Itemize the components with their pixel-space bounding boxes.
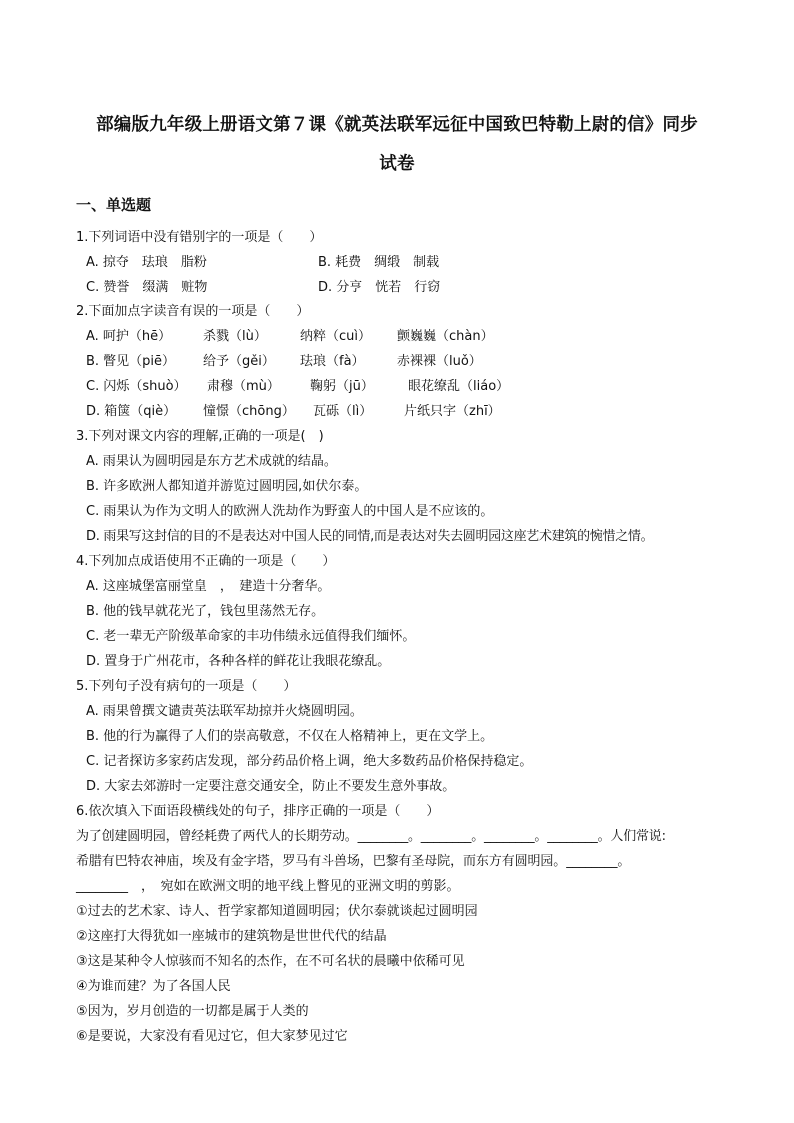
question-3-option-a: A. 雨果认为圆明园是东方艺术成就的结晶。 xyxy=(86,454,337,469)
question-4-stem: 4.下列加点成语使用不正确的一项是（ ） xyxy=(76,554,336,569)
question-3-option-c: C. 雨果认为作为文明人的欧洲人洗劫作为野蛮人的中国人是不应该的。 xyxy=(86,504,494,519)
question-2-d-2: 憧憬（chōng） xyxy=(203,404,295,419)
question-2-a-1: A. 呵护（hē） xyxy=(86,329,172,344)
question-4-option-a: A. 这座城堡富丽堂皇 ， 建造十分奢华。 xyxy=(86,579,331,594)
question-4-option-b: B. 他的钱早就花光了，钱包里荡然无存。 xyxy=(86,604,325,619)
question-1-option-c: C. 赞誉 缀满 赃物 xyxy=(86,280,208,295)
question-1-option-a: A. 掠夺 珐琅 脂粉 xyxy=(86,255,207,270)
question-3-option-b: B. 许多欧洲人都知道并游览过圆明园,如伏尔泰。 xyxy=(86,479,368,494)
question-6-item: ①过去的艺术家、诗人、哲学家都知道圆明园；伏尔泰就谈起过圆明园 xyxy=(76,904,478,919)
question-1-stem: 1.下列词语中没有错别字的一项是（ ） xyxy=(76,230,323,245)
question-2-a-2: 杀戮（lù） xyxy=(203,329,267,344)
question-5-option-c: C. 记者探访多家药店发现，部分药品价格上调，绝大多数药品价格保持稳定。 xyxy=(86,754,533,769)
question-5-stem: 5.下列句子没有病句的一项是（ ） xyxy=(76,679,297,694)
question-2-b-3: 珐琅（fà） xyxy=(300,354,365,369)
question-3-stem: 3.下列对课文内容的理解,正确的一项是( ) xyxy=(76,429,324,444)
question-6-item: ⑥是要说，大家没有看见过它，但大家梦见过它 xyxy=(76,1029,348,1044)
question-5-option-d: D. 大家去郊游时一定要注意交通安全，防止不要发生意外事故。 xyxy=(86,779,456,794)
question-6-passage-line-3: ________ ， 宛如在欧洲文明的地平线上瞥见的亚洲文明的剪影。 xyxy=(76,879,460,894)
question-5-option-b: B. 他的行为赢得了人们的崇高敬意，不仅在人格精神上，更在文学上。 xyxy=(86,729,494,744)
question-2-c-3: 鞠躬（jū） xyxy=(310,379,374,394)
question-2-a-3: 纳粹（cuì） xyxy=(300,329,371,344)
question-4-option-d: D. 置身于广州花市，各种各样的鲜花让我眼花缭乱。 xyxy=(86,654,391,669)
section-heading: 一、单选题 xyxy=(76,196,152,214)
question-1-option-d: D. 分亨 恍若 行窃 xyxy=(318,280,441,295)
question-1-option-b: B. 耗费 绸缎 制载 xyxy=(318,255,440,270)
question-4-option-c: C. 老一辈无产阶级革命家的丰功伟绩永远值得我们缅怀。 xyxy=(86,629,416,644)
question-6-passage-line-1: 为了创建圆明园，曾经耗费了两代人的长期劳动。________。________。________。________。人们常说: xyxy=(76,829,666,844)
question-2-c-4: 眼花缭乱（liáo） xyxy=(408,379,510,394)
question-2-a-4: 颤巍巍（chàn） xyxy=(397,329,494,344)
question-6-item: ④为谁而建？为了各国人民 xyxy=(76,979,231,994)
question-3-option-d: D. 雨果写这封信的目的不是表达对中国人民的同情,而是表达对失去圆明园这座艺术建筑的惋惜之情。 xyxy=(86,529,654,544)
question-2-d-4: 片纸只字（zhī） xyxy=(404,404,501,419)
question-2-b-1: B. 瞥见（piē） xyxy=(86,354,176,369)
question-2-d-1: D. 箱箧（qiè） xyxy=(86,404,177,419)
question-2-c-2: 肃穆（mù） xyxy=(207,379,280,394)
question-6-item: ③这是某种令人惊骇而不知名的杰作，在不可名状的晨曦中依稀可见 xyxy=(76,954,465,969)
page-title-continued: 试卷 xyxy=(379,154,415,174)
question-2-stem: 2.下面加点字读音有误的一项是（ ） xyxy=(76,304,310,319)
question-2-b-4: 赤裸裸（luǒ） xyxy=(397,354,482,369)
question-6-item: ②这座打大得犹如一座城市的建筑物是世世代代的结晶 xyxy=(76,929,387,944)
question-6-item: ⑤因为，岁月创造的一切都是属于人类的 xyxy=(76,1004,309,1019)
question-2-d-3: 瓦砾（lì） xyxy=(313,404,373,419)
question-2-b-2: 给予（gěi） xyxy=(203,354,275,369)
question-6-stem: 6.依次填入下面语段横线处的句子，排序正确的一项是（ ） xyxy=(76,804,440,819)
question-6-passage-line-2: 希腊有巴特农神庙，埃及有金字塔，罗马有斗兽场，巴黎有圣母院，而东方有圆明园。________。 xyxy=(76,854,631,869)
page-title: 部编版九年级上册语文第７课《就英法联军远征中国致巴特勒上尉的信》同步 xyxy=(96,115,698,135)
question-2-c-1: C. 闪烁（shuò） xyxy=(86,379,187,394)
question-5-option-a: A. 雨果曾撰文谴责英法联军劫掠并火烧圆明园。 xyxy=(86,704,363,719)
